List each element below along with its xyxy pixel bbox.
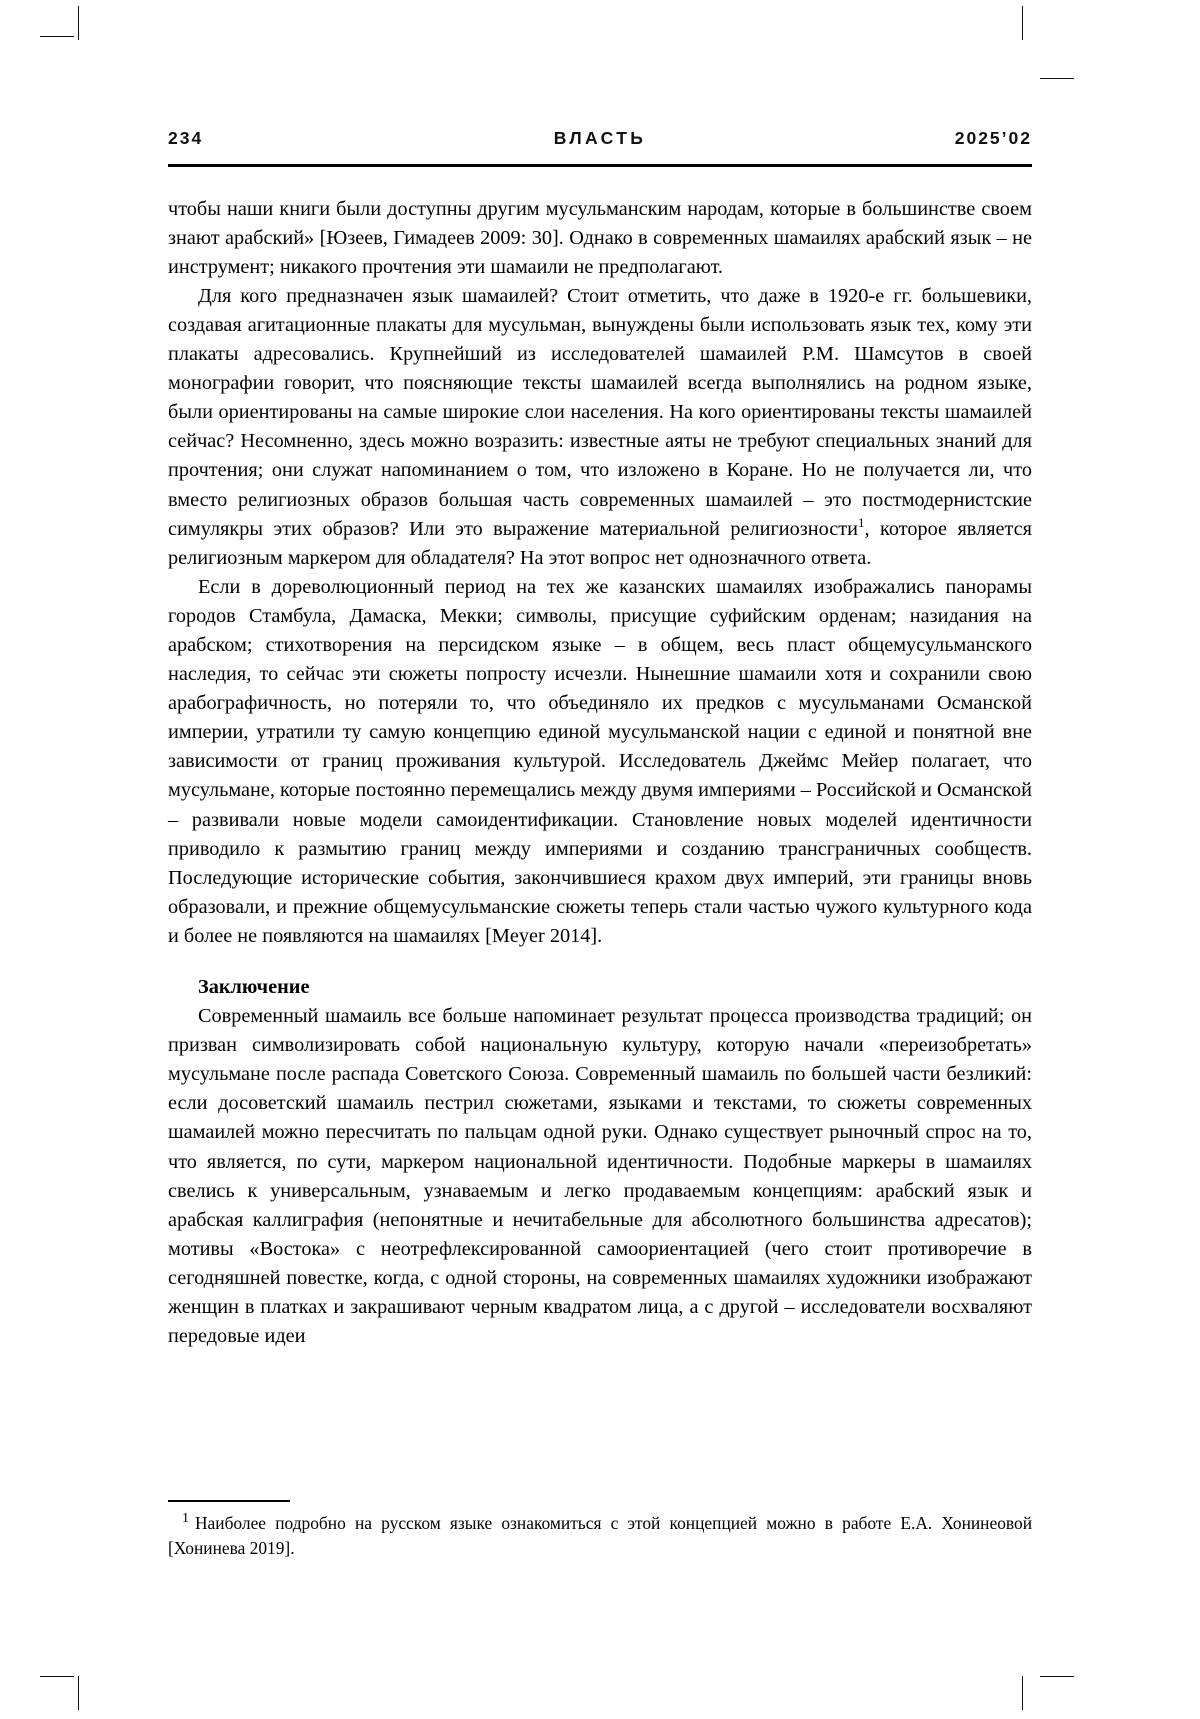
crop-mark-top-right-vertical	[1022, 6, 1023, 40]
paragraph-language-audience	[168, 282, 1032, 573]
journal-title: ВЛАСТЬ	[553, 128, 647, 148]
article-body	[168, 195, 1032, 1352]
footnote-item	[168, 1511, 1032, 1561]
running-head	[168, 128, 1032, 162]
crop-mark-top-right-horizontal	[1040, 78, 1074, 79]
issue-number: 2025’02	[954, 128, 1032, 148]
crop-mark-bottom-left-horizontal	[40, 1676, 74, 1677]
footnote-text: Наиболее подробно на русском языке ознакомиться с этой концепцией можно в работе Е.А. Хонинеовой [Хонинева 2019].	[168, 1512, 1032, 1558]
section-heading-conclusion: Заключение	[198, 976, 310, 999]
crop-mark-bottom-right-vertical	[1022, 1676, 1023, 1710]
paragraph-text: Для кого предназначен язык шамаилей? Стоит отметить, что даже в 1920-е гг. большевики, создавая агитационные плакаты для мусульман, вынуждены были использовать язык тех, кому эти плакаты адресовались. Крупнейший из исследователей шамаилей Р.М. Шамсутов в своей монографии говорит, что поясняющие тексты шамаилей всегда выполнялись на родном языке, были ориентированы на самые широкие слои населения. На кого ориентированы тексты шамаилей сейчас? Несомненно, здесь можно возразить: известные аяты не требуют специальных знаний для прочтения; они служат напоминанием о том, что изложено в Коране. Но не получается ли, что вместо религиозных образов большая часть современных шамаилей – это постмодернистские симулякры этих образов? Или это выражение материальной религиозности	[168, 284, 1032, 540]
crop-mark-top-left-horizontal	[40, 36, 74, 37]
page-content	[168, 128, 1032, 1351]
footnote-number: 1	[182, 1510, 189, 1526]
paragraph-conclusion: Современный шамаиль все больше напоминает результат процесса производства традиций; он призван символизировать собой национальную культуру, которую начали «переизобретать» мусульмане после распада Советского Союза. Современный шамаиль по большей части безликий: если досоветский шамаиль пестрил сюжетами, языками и текстами, то сюжеты современных шамаилей можно пересчитать по пальцам одной руки. Однако существует рыночный спрос на то, что является, по сути, маркером национальной идентичности. Подобные маркеры в шамаилях свелись к универсальным, узнаваемым и легко продаваемым концепциям: арабский язык и арабская каллиграфия (непонятные и нечитабельные для абсолютного большинства адресатов); мотивы «Востока» с неотрефлексированной самоориентацией (чего стоит противоречие в сегодняшней повестке, когда, с одной стороны, на современных шамаилях художники изображают женщин в платках и закрашивают черным квадратом лица, а с другой – исследователи восхваляют передовые идеи	[168, 1005, 1032, 1348]
crop-mark-bottom-right-horizontal	[1040, 1676, 1074, 1677]
paragraph-prerevolutionary: Если в дореволюционный период на тех же казанских шамаилях изображались панорамы городов Стамбула, Дамаска, Мекки; символы, присущие суфийским орденам; назидания на арабском; стихотворения на персидском языке – в общем, весь пласт общемусульманского наследия, то сейчас эти сюжеты попросту исчезли. Нынешние шамаили хотя и сохранили свою арабографичность, но потеряли то, что объединяло их предков с мусульманами Османской империи, утратили ту самую концепцию единой мусульманской нации с единой и понятной вне зависимости от границ проживания культурой. Исследователь Джеймс Мейер полагает, что мусульмане, которые постоянно перемещались между двумя империями – Российской и Османской – развивали новые модели самоидентификации. Становление новых моделей идентичности приводило к размытию границ между империями и созданию трансграничных сообществ. Последующие исторические события, закончившиеся крахом двух империй, эти границы вновь образовали, и прежние общемусульманские сюжеты теперь стали частью чужого культурного кода и более не появляются на шамаилях [Meyer 2014].	[168, 575, 1032, 947]
crop-mark-top-left-vertical	[78, 6, 79, 40]
footnote-separator-rule	[168, 1500, 290, 1502]
paragraph-continued: чтобы наши книги были доступны другим мусульманским народам, которые в большинстве своем знают арабский» [Юзеев, Гимадеев 2009: 30]. Однако в современных шамаилях арабский язык – не инструмент; никакого прочтения эти шамаили не предполагают.	[168, 197, 1032, 278]
footnote-reference[interactable]: 1	[858, 514, 865, 530]
header-rule	[168, 164, 1032, 167]
page-number: 234	[168, 128, 204, 148]
crop-mark-bottom-left-vertical	[78, 1676, 79, 1710]
footnote-area	[168, 1500, 1032, 1561]
paragraph-text-tail: , которое является религиозным маркером для обладателя? На этот вопрос нет однозначного ответа.	[168, 517, 1032, 569]
